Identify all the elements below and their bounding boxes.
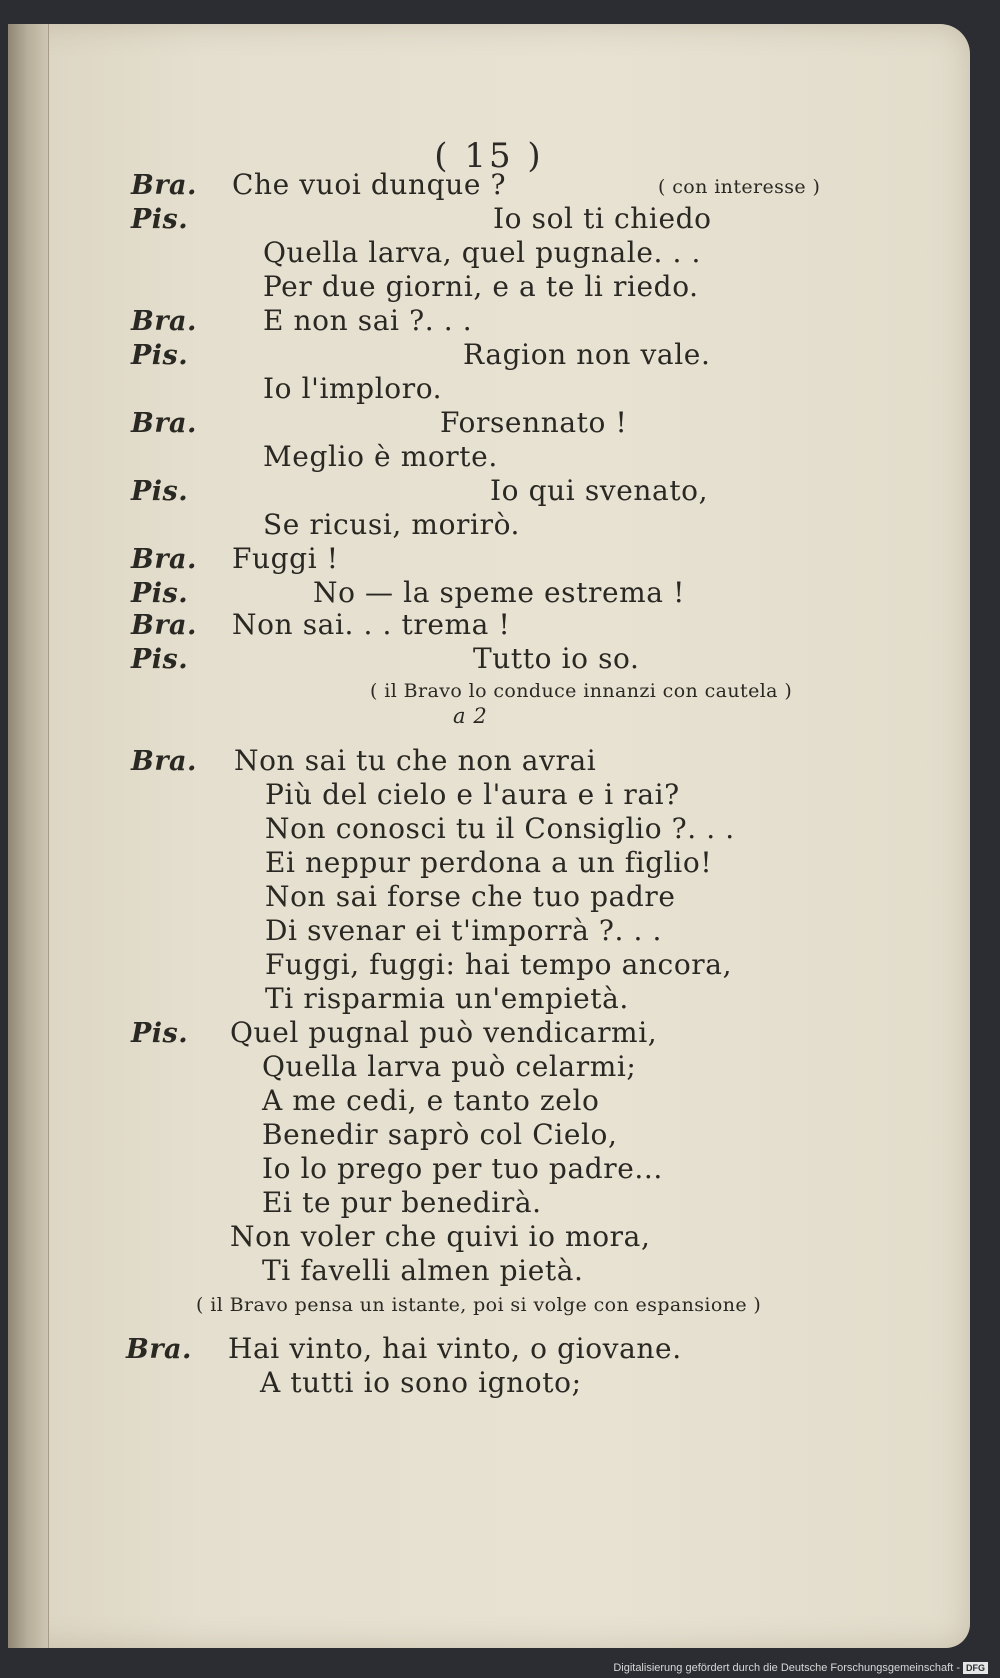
verse-line: No — la speme estrema !: [313, 576, 685, 609]
speaker-label: Bra.: [131, 746, 197, 777]
verse-line: Non voler che quivi io mora,: [230, 1220, 651, 1253]
credit-text: Digitalisierung gefördert durch die Deutsche Forschungsgemeinschaft -: [613, 1662, 960, 1674]
verse-line: A me cedi, e tanto zelo: [262, 1084, 600, 1117]
speaker-label: Pis.: [131, 1018, 189, 1049]
book-page: [8, 24, 970, 1648]
speaker-label: Pis.: [131, 476, 189, 507]
verse-line: Fuggi, fuggi: hai tempo ancora,: [265, 948, 733, 981]
book-spine: [8, 24, 49, 1648]
verse-line: Che vuoi dunque ?: [232, 168, 507, 201]
speaker-label: Bra.: [131, 544, 197, 575]
speaker-label: Bra.: [131, 306, 197, 337]
verse-line: Meglio è morte.: [263, 440, 498, 473]
verse-line: Non conosci tu il Consiglio ?. . .: [265, 812, 735, 845]
verse-line: Hai vinto, hai vinto, o giovane.: [228, 1332, 682, 1365]
verse-line: Io l'imploro.: [263, 372, 443, 405]
speaker-label: Pis.: [131, 578, 189, 609]
verse-line: Più del cielo e l'aura e i rai?: [265, 778, 680, 811]
page-number: ( 15 ): [434, 136, 544, 176]
verse-line: Ei neppur perdona a un figlio!: [265, 846, 713, 879]
verse-line: Benedir saprò col Cielo,: [262, 1118, 618, 1151]
speaker-label: Pis.: [131, 644, 189, 675]
verse-line: Non sai forse che tuo padre: [265, 880, 676, 913]
speaker-label: Bra.: [126, 1334, 192, 1365]
verse-line: Ti risparmia un'empietà.: [265, 982, 629, 1015]
verse-line: Ei te pur benedirà.: [262, 1186, 542, 1219]
verse-line: Tutto io so.: [473, 642, 640, 675]
verse-line: Io qui svenato,: [490, 474, 709, 507]
speaker-label: Bra.: [131, 408, 197, 439]
dfg-logo: DFG: [963, 1662, 988, 1674]
stage-direction: ( con interesse ): [658, 176, 821, 198]
speaker-label: Bra.: [131, 610, 197, 641]
verse-line: Fuggi !: [232, 542, 339, 575]
verse-line: Ragion non vale.: [463, 338, 711, 371]
verse-line: Per due giorni, e a te li riedo.: [263, 270, 699, 303]
verse-line: Io lo prego per tuo padre...: [262, 1152, 663, 1185]
verse-line: Forsennato !: [440, 406, 628, 439]
digitization-credit: [613, 1662, 988, 1674]
stage-direction: ( il Bravo lo conduce innanzi con cautela ): [370, 680, 793, 702]
stage-direction: ( il Bravo pensa un istante, poi si volge con espansione ): [196, 1294, 762, 1316]
verse-line: Ti favelli almen pietà.: [262, 1254, 584, 1287]
verse-line: Quella larva, quel pugnale. . .: [263, 236, 702, 269]
verse-line: Non sai. . . trema !: [232, 608, 511, 641]
ensemble-marker: a 2: [453, 704, 488, 728]
verse-line: Io sol ti chiedo: [493, 202, 712, 235]
verse-line: Di svenar ei t'imporrà ?. . .: [265, 914, 663, 947]
verse-line: E non sai ?. . .: [263, 304, 473, 337]
verse-line: Quella larva può celarmi;: [262, 1050, 637, 1083]
verse-line: Quel pugnal può vendicarmi,: [230, 1016, 658, 1049]
speaker-label: Pis.: [131, 204, 189, 235]
speaker-label: Pis.: [131, 340, 189, 371]
verse-line: Non sai tu che non avrai: [234, 744, 597, 777]
speaker-label: Bra.: [131, 170, 197, 201]
verse-line: A tutti io sono ignoto;: [260, 1366, 582, 1399]
verse-line: Se ricusi, morirò.: [263, 508, 521, 541]
